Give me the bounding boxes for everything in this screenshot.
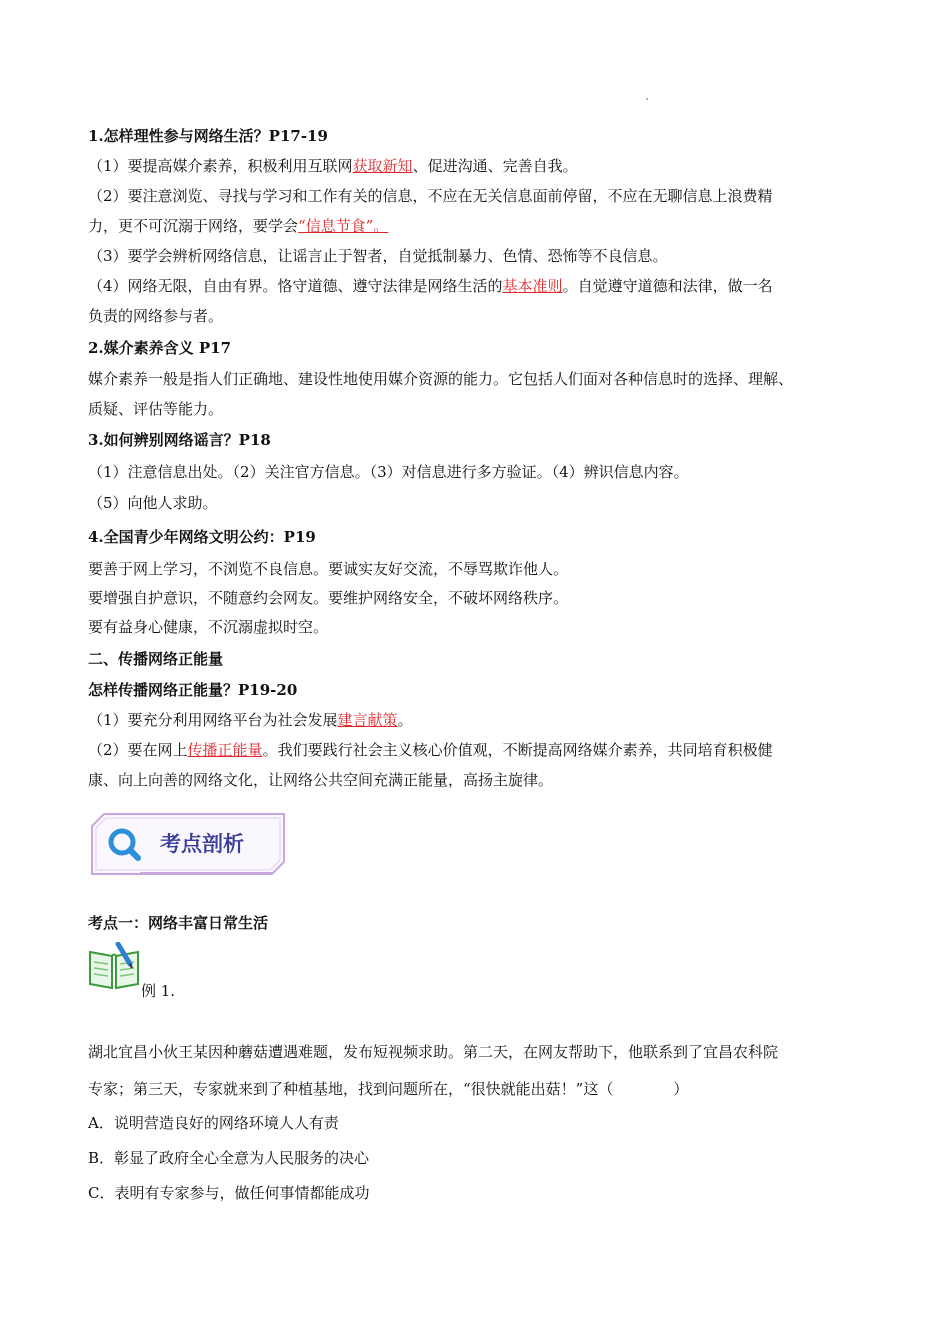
- section1-item1: （1）要提高媒介素养，积极利用互联网获取新知、促进沟通、完善自我。: [88, 157, 578, 175]
- kaodian-banner: [88, 812, 288, 876]
- banner-title: 考点剖析: [160, 832, 244, 856]
- section1-heading: 1.怎样理性参与网络生活？P17-19: [88, 127, 328, 145]
- section2-heading: 2.媒介素养含义 P17: [88, 339, 232, 357]
- highlight-text: 基本准则: [502, 277, 563, 295]
- example-label: 例 1.: [141, 982, 176, 1000]
- part2-item2-line2: 康、向上向善的网络文化，让网络公共空间充满正能量，高扬主旋律。: [88, 771, 554, 789]
- section1-item2-line1: （2）要注意浏览、寻找与学习和工作有关的信息，不应在无关信息面前停留，不应在无聊信息上浪费精: [88, 187, 773, 205]
- option-b: B．彰显了政府全心全意为人民服务的决心: [88, 1149, 370, 1167]
- section4-line1: 要善于网上学习，不浏览不良信息。要诚实友好交流，不辱骂欺诈他人。: [88, 560, 569, 578]
- section3-heading: 3.如何辨别网络谣言？P18: [88, 431, 271, 449]
- book-pen-icon: [88, 942, 140, 990]
- question-line2: 专家；第三天，专家就来到了种植基地，找到问题所在，“很快就能出菇！”这（ ）: [88, 1080, 689, 1098]
- section4-line2: 要增强自护意识，不随意约会网友。要维护网络安全，不破坏网络秩序。: [88, 589, 569, 607]
- highlight-text: 传播正能量: [187, 741, 263, 759]
- part2-item1: （1）要充分利用网络平台为社会发展建言献策。: [88, 711, 413, 729]
- section1-item3: （3）要学会辨析网络信息，让谣言止于智者，自觉抵制暴力、色情、恐怖等不良信息。: [88, 247, 668, 265]
- kaodian1-heading: 考点一：网络丰富日常生活: [88, 914, 269, 932]
- section2-line2: 质疑、评估等能力。: [88, 400, 224, 418]
- highlight-text: 获取新知: [352, 157, 413, 175]
- section1-item4-line2: 负责的网络参与者。: [88, 307, 224, 325]
- section1-item2-line2: 力，更不可沉溺于网络，要学会“信息节食”。: [88, 217, 389, 235]
- highlight-text: “信息节食”。: [298, 217, 389, 235]
- question-line1: 湖北宜昌小伙王某因种蘑菇遭遇难题，发布短视频求助。第二天，在网友帮助下，他联系到了宜昌农科院: [88, 1043, 779, 1061]
- section1-item4-line1: （4）网络无限，自由有界。恪守道德、遵守法律是网络生活的基本准则。自觉遵守道德和法律，做一名: [88, 277, 773, 295]
- section3-line1: （1）注意信息出处。（2）关注官方信息。（3）对信息进行多方验证。（4）辨识信息内容。: [88, 463, 689, 481]
- section2-line1: 媒介素养一般是指人们正确地、建设性地使用媒介资源的能力。它包括人们面对各种信息时的选择、理解、: [88, 370, 794, 388]
- part2-item2-line1: （2）要在网上传播正能量。我们要践行社会主义核心价值观，不断提高网络媒介素养，共同培育积极健: [88, 741, 773, 759]
- section4-heading: 4.全国青少年网络文明公约：P19: [88, 528, 316, 546]
- part2-subheading: 怎样传播网络正能量？P19-20: [88, 681, 298, 699]
- part2-heading: 二、传播网络正能量: [88, 650, 224, 668]
- option-c: C．表明有专家参与，做任何事情都能成功: [88, 1184, 370, 1202]
- page-dot: [646, 98, 648, 100]
- highlight-text: 建言献策: [337, 711, 398, 729]
- option-a: A．说明营造良好的网络环境人人有责: [88, 1114, 339, 1132]
- section4-line3: 要有益身心健康，不沉溺虚拟时空。: [88, 618, 329, 636]
- section3-line2: （5）向他人求助。: [88, 494, 218, 512]
